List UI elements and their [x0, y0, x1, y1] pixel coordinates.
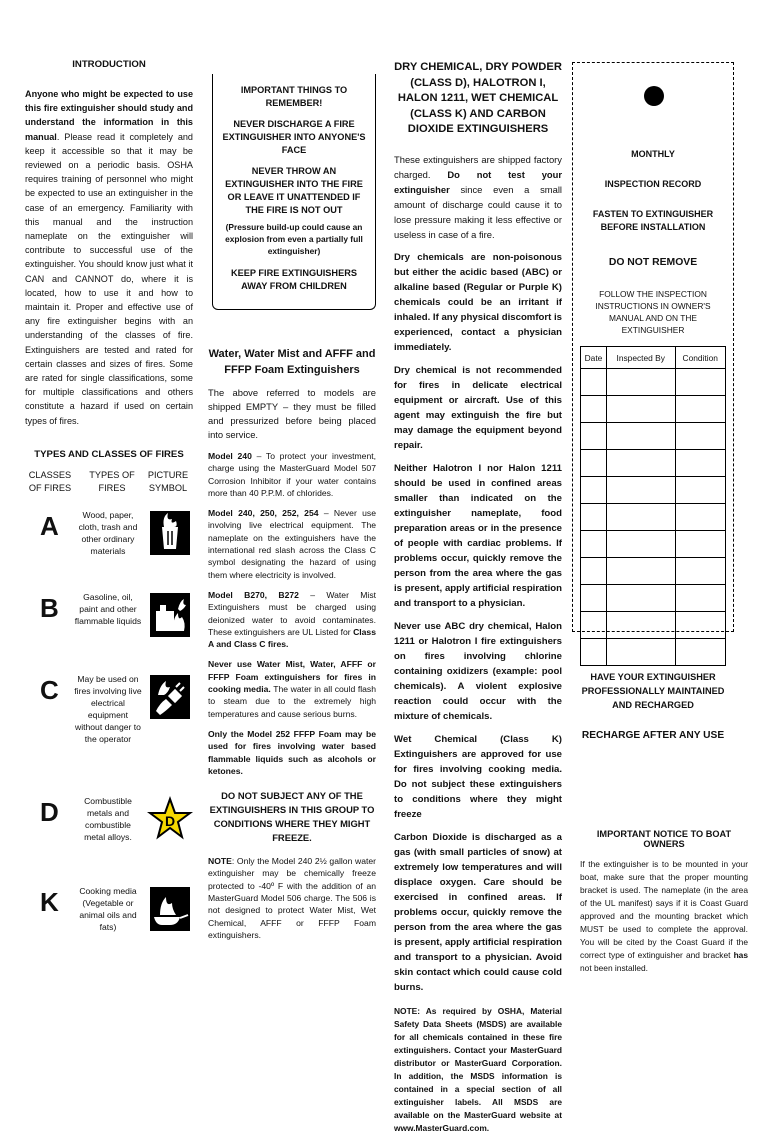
dry-p5: Never use ABC dry chemical, Halon 1211 or Halotron I fire extinguishers on fires involving chlorine containing oxidizers (example: pool chemicals). A violent explosive reaction could occur with the mixture of chemicals. — [394, 620, 562, 722]
remember-item-note: (Pressure build-up could cause an explosion from even a partially full extinguisher) — [225, 222, 363, 256]
water-note — [208, 855, 376, 941]
dry-p2: Dry chemicals are non-poisonous but either the acidic based (ABC) or alkaline based (Regular or Purple K) chemicals could be an irritant if inhaled. If any physical discomfort is experienced, contact a physician immediately. — [394, 251, 562, 353]
inspection-row[interactable] — [581, 477, 726, 504]
model-label: Model 240 — [208, 451, 252, 461]
class-letter: K — [40, 886, 59, 917]
dry-title: DRY CHEMICAL, DRY POWDER (CLASS D), HALOTRON I, HALON 1211, WET CHEMICAL (CLASS K) AND CARBON DIOXIDE EXTINGUISHERS — [394, 61, 562, 135]
class-letter: B — [40, 592, 59, 623]
classes-header — [25, 469, 193, 495]
record-fasten: FASTEN TO EXTINGUISHER BEFORE INSTALLATION — [592, 209, 714, 232]
class-desc: May be used on fires involving live electrical equipment without danger to the operator — [74, 673, 142, 744]
class-row-c — [25, 673, 193, 783]
classes-table — [25, 469, 193, 975]
water-p1: The above referred to models are shipped EMPTY – they must be filled and pressurized before being placed into service. — [208, 387, 376, 440]
water-p4 — [208, 589, 376, 650]
dry-p7: Carbon Dioxide is discharged as a gas (with small particles of snow) at extremely low temperatures and will displace oxygen. Care should be exercised in confined areas. If problems occur, quickly remove the person from the area where the gas is present, apply artificial respiration and transport to a physician. Avoid skin contact which could cause cold burns. — [394, 831, 562, 993]
class-desc: Cooking media (Vegetable or animal oils and fats) — [79, 885, 137, 932]
record-title: INSPECTION RECORD — [604, 179, 702, 189]
record-monthly: MONTHLY — [631, 149, 675, 159]
model-label: Model B270, B272 — [208, 589, 299, 600]
warning-text: Never use Water Mist, Water, AFFF or FFFP Foam extinguishers for fires in cooking media. — [208, 659, 376, 695]
remember-item-face: NEVER DISCHARGE A FIRE EXTINGUISHER INTO ANYONE'S FACE — [222, 119, 366, 155]
paragraph-text: – Water Mist Extinguishers must be charged using deionized water to avoid contaminates. These extinguishers are UL Listed for — [208, 589, 377, 637]
gas-can-fire-icon — [146, 591, 193, 639]
inspection-row[interactable] — [581, 423, 726, 450]
inspection-row[interactable] — [581, 504, 726, 531]
record-do-not-remove: DO NOT REMOVE — [608, 257, 698, 268]
class-row-d — [25, 795, 193, 873]
types-title: TYPES AND CLASSES OF FIRES — [34, 448, 184, 460]
class-desc: Wood, paper, cloth, trash and other ordinary materials — [78, 509, 138, 556]
boat-text — [580, 858, 748, 975]
inspection-table — [580, 346, 726, 666]
record-follow: FOLLOW THE INSPECTION INSTRUCTIONS IN OWNER'S MANUAL AND ON THE EXTINGUISHER — [595, 289, 711, 335]
class-letter: D — [40, 796, 59, 827]
dry-p3: Dry chemical is not recommended for fires in delicate electrical equipment or aircraft. Use of this agent may extinguish the fire but may damage the equipment beyond repair. — [394, 364, 562, 451]
intro-text: . Please read it completely and keep it accessible so that it may be reviewed on a periodic basis. OSHA requires training of personnel who might be expected to use an extinguisher in the case of an emergency. Familiarity with this manual and the instruction nameplate on the extinguisher will contribute to successful use of the extinguisher. You should know just what it CAN and CANNOT do, where it is located, how to use it and how to maintain it. Proper and effective use of any fire extinguisher begins with an understanding of the classes of fire. Extinguishers are tested and rated for certain classes and sizes of fires. Some are rated for single classifications, some for multiple classifications and others constitute a hazard if used on certain types of fires. — [25, 131, 193, 426]
boat-title: IMPORTANT NOTICE TO BOAT OWNERS — [596, 829, 732, 849]
electrical-plug-fire-icon — [146, 673, 193, 721]
class-label: Class A and Class C fires. — [208, 626, 376, 650]
inspection-row[interactable] — [581, 369, 726, 396]
water-title: Water, Water Mist and AFFF and FFFP Foam Extinguishers — [208, 348, 376, 376]
dry-p4: Neither Halotron I nor Halon 1211 should be used in confined areas smaller than indicated on the extinguisher nameplate, food preparation areas or in the presence of people with cardiac problems. If problems occur, quickly remove the person from the area where the gas is present, apply artificial respiration and transport to a physician. — [394, 462, 562, 609]
remember-box — [212, 74, 376, 310]
dry-p1 — [394, 152, 562, 242]
water-p6 — [208, 728, 376, 777]
model-label: Model 240, 250, 252, 254 — [208, 508, 319, 519]
warning-text: Only the Model 252 FFFP Foam may be used for fires involving water based flammable liquids such as alcohols or ketones. — [208, 728, 376, 776]
inspection-row[interactable] — [581, 639, 726, 666]
remember-item-children: KEEP FIRE EXTINGUISHERS AWAY FROM CHILDREN — [231, 268, 357, 291]
paragraph-text: : Only the Model 240 2½ gallon water extinguisher may be chemically freeze protected to -40º F with the addition of an MasterGuard Model 506 charge. The 506 is not designed to protect Water Mist, Wet Chemical, AFFF or FFFP Foam extinguishers. — [208, 856, 376, 940]
hang-hole-icon — [644, 86, 664, 106]
svg-text:D: D — [164, 812, 175, 829]
inspection-row[interactable] — [581, 585, 726, 612]
water-p3 — [208, 507, 376, 581]
paragraph-text: – Never use involving live electrical equipment. The nameplate on the extinguishers have the international red slash across the Class C symbol designating the hazard of using them where electricity is involved. — [208, 508, 376, 580]
paragraph-text: since even a small amount of discharge could cause it to lose pressure making it less effective or useless in case of a fire. — [394, 183, 562, 240]
paragraph-text: These extinguishers are shipped factory charged. — [394, 153, 562, 180]
star-d-icon — [146, 795, 193, 843]
remember-title: IMPORTANT THINGS TO REMEMBER! — [240, 85, 348, 108]
intro-body — [25, 87, 193, 428]
paragraph-text: – To protect your investment, charge using the MasterGuard Model 507 Corrosion Inhibitor if your water contains more than 40 P.P.M. of chlorides. — [208, 451, 376, 498]
column-condition: Condition — [675, 347, 726, 369]
dry-p6: Wet Chemical (Class K) Extinguishers are approved for use for fires involving cooking media. Do not subject these extinguishers to conditions where they might freeze — [394, 733, 562, 820]
class-desc: Gasoline, oil, paint and other flammable liquids — [74, 591, 142, 626]
record-maintain: HAVE YOUR EXTINGUISHER PROFESSIONALLY MAINTAINED AND RECHARGED — [581, 672, 725, 710]
inspection-row[interactable] — [581, 450, 726, 477]
paragraph-text: The water in all could flash to steam due to the extremely high temperatures and cause serious burns. — [208, 684, 376, 719]
water-p5 — [208, 658, 376, 719]
inspection-row[interactable] — [581, 531, 726, 558]
warning-text: Do not test your extinguisher — [394, 168, 563, 195]
cooking-pan-fire-icon — [146, 885, 193, 933]
paragraph-text: If the extinguisher is to be mounted in your boat, make sure that the proper mounting bracket is used. The nameplate (in the area of the UL manifest) says if it is Coast Guard approved and the mounting bracket which MUST be used to complete the approval. You will be cited by the Coast Guard if the correct type of extinguisher and bracket — [580, 859, 748, 960]
inspection-table-header — [581, 347, 726, 369]
remember-item-throw: NEVER THROW AN EXTINGUISHER INTO THE FIRE OR LEAVE IT UNATTENDED IF THE FIRE IS NOT OUT — [225, 166, 363, 215]
safety-column — [208, 70, 376, 941]
intro-title: INTRODUCTION — [72, 59, 146, 70]
inspection-row[interactable] — [581, 558, 726, 585]
emphasis-text: has — [733, 950, 748, 960]
msds-note: NOTE: As required by OSHA, Material Safety Data Sheets (MSDS) are available for all chemicals contained in these fire extinguishers. Contact your MasterGuard distributor or MasterGuard Corporation. In addition, the MSDS information is contained in a special section of all extinguisher labels. All MSDS are available on the MasterGuard website at www.MasterGuard.com. — [394, 1005, 562, 1133]
header-picture: PICTURE SYMBOL — [147, 469, 189, 493]
paragraph-text: not been installed. — [580, 963, 648, 973]
column-inspected-by: Inspected By — [606, 347, 675, 369]
inspection-row[interactable] — [581, 612, 726, 639]
class-row-a — [25, 509, 193, 579]
class-row-b — [25, 591, 193, 661]
class-row-k — [25, 885, 193, 975]
dry-chemical-column — [394, 60, 562, 1135]
intro-column — [25, 58, 193, 975]
trash-fire-icon — [146, 509, 193, 557]
class-letter: C — [40, 674, 59, 705]
note-label: NOTE — [208, 856, 232, 867]
header-types: TYPES OF FIRES — [89, 469, 135, 493]
class-desc: Combustible metals and combustible metal alloys. — [84, 795, 132, 842]
inspection-row[interactable] — [581, 396, 726, 423]
header-classes: CLASSES OF FIRES — [28, 469, 72, 493]
class-letter: A — [40, 510, 59, 541]
record-recharge: RECHARGE AFTER ANY USE — [581, 730, 725, 741]
water-p2 — [208, 450, 376, 499]
freeze-title: DO NOT SUBJECT ANY OF THE EXTINGUISHERS IN THIS GROUP TO CONDITIONS WHERE THEY MIGHT FREEZE. — [209, 790, 375, 844]
column-date: Date — [581, 347, 607, 369]
intro-bold-lead: Anyone who might be expected to use this fire extinguisher should study and understand the information in this manual — [25, 89, 193, 142]
